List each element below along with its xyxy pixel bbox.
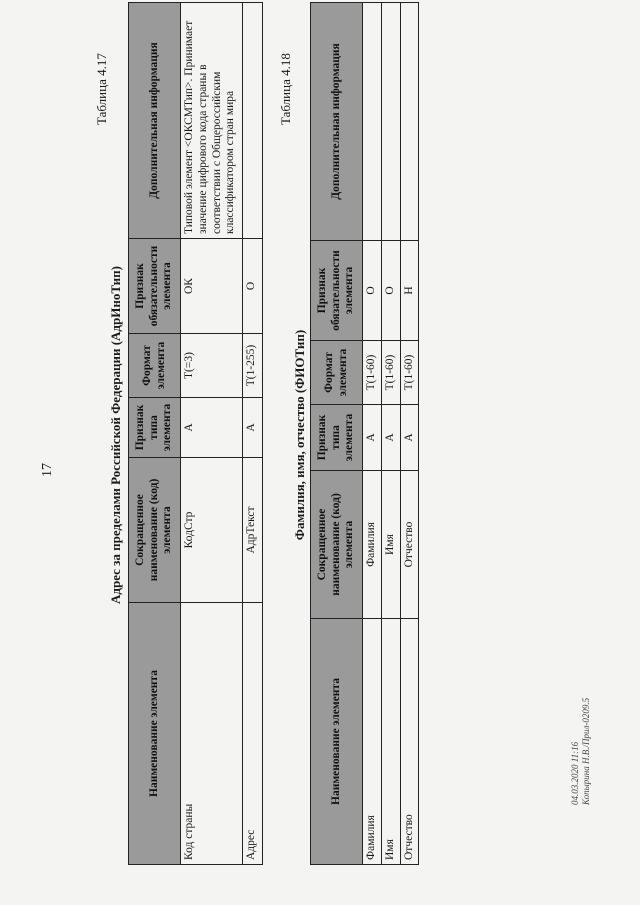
cell: T(=3) xyxy=(181,334,243,398)
cell: Фамилия xyxy=(363,471,382,619)
cell: Имя xyxy=(381,471,400,619)
header-cell: Признак типа элемента xyxy=(311,405,363,471)
table-4-17-label: Таблица 4.17 xyxy=(94,53,109,125)
table-4-17 xyxy=(128,2,263,865)
header-cell: Сокращенное наименование (код) элемента xyxy=(129,458,181,603)
cell: КодСтр xyxy=(181,458,243,603)
cell: О xyxy=(363,241,382,341)
cell: Фамилия xyxy=(363,619,382,865)
cell: А xyxy=(381,405,400,471)
table-row xyxy=(400,3,419,865)
stamp-date: 04.03.2020 11:16 xyxy=(570,741,580,805)
table-4-18 xyxy=(310,2,419,865)
table-header-row xyxy=(129,3,181,865)
cell xyxy=(400,3,419,241)
cell: T(1-255) xyxy=(243,334,263,398)
cell: Адрес xyxy=(243,603,263,865)
stamp-author: Копырина Н.В./Прил-0209.5 xyxy=(581,697,592,805)
table-row xyxy=(243,3,263,865)
table-4-17-title: Адрес за пределами Российской Федерации (АдрИноТип) xyxy=(108,266,123,604)
cell: Типовой элемент <ОКСМТип>. Принимает значение цифрового кода страны в соответствии с Общероссийским классификатором стран мира xyxy=(181,3,243,239)
header-cell: Формат элемента xyxy=(311,341,363,405)
page-number: 17 xyxy=(40,463,55,477)
cell: А xyxy=(181,398,243,458)
table-row xyxy=(181,3,243,865)
table-4-18-label: Таблица 4.18 xyxy=(278,53,293,125)
cell: Имя xyxy=(381,619,400,865)
cell: О xyxy=(381,241,400,341)
header-cell: Наименование элемента xyxy=(311,619,363,865)
header-cell: Дополнительная информация xyxy=(311,3,363,241)
header-cell: Признак типа элемента xyxy=(129,398,181,458)
header-cell: Сокращенное наименование (код) элемента xyxy=(311,471,363,619)
table-header-row xyxy=(311,3,363,865)
cell: T(1-60) xyxy=(381,341,400,405)
document-stamp xyxy=(570,698,593,805)
cell: Отчество xyxy=(400,471,419,619)
table-4-18-title: Фамилия, имя, отчество (ФИОТип) xyxy=(292,329,307,541)
cell xyxy=(363,3,382,241)
header-cell: Формат элемента xyxy=(129,334,181,398)
cell: ОК xyxy=(181,239,243,334)
cell xyxy=(381,3,400,241)
cell: T(1-60) xyxy=(400,341,419,405)
header-cell: Дополнительная информация xyxy=(129,3,181,239)
cell xyxy=(243,3,263,239)
cell: Код страны xyxy=(181,603,243,865)
cell: А xyxy=(400,405,419,471)
cell: Отчество xyxy=(400,619,419,865)
cell: T(1-60) xyxy=(363,341,382,405)
header-cell: Наименование элемента xyxy=(129,603,181,865)
cell: О xyxy=(243,239,263,334)
cell: Н xyxy=(400,241,419,341)
cell: АдрТекст xyxy=(243,458,263,603)
header-cell: Признак обязательности элемента xyxy=(311,241,363,341)
cell: А xyxy=(243,398,263,458)
table-row xyxy=(363,3,382,865)
table-row xyxy=(381,3,400,865)
cell: А xyxy=(363,405,382,471)
header-cell: Признак обязательности элемента xyxy=(129,239,181,334)
